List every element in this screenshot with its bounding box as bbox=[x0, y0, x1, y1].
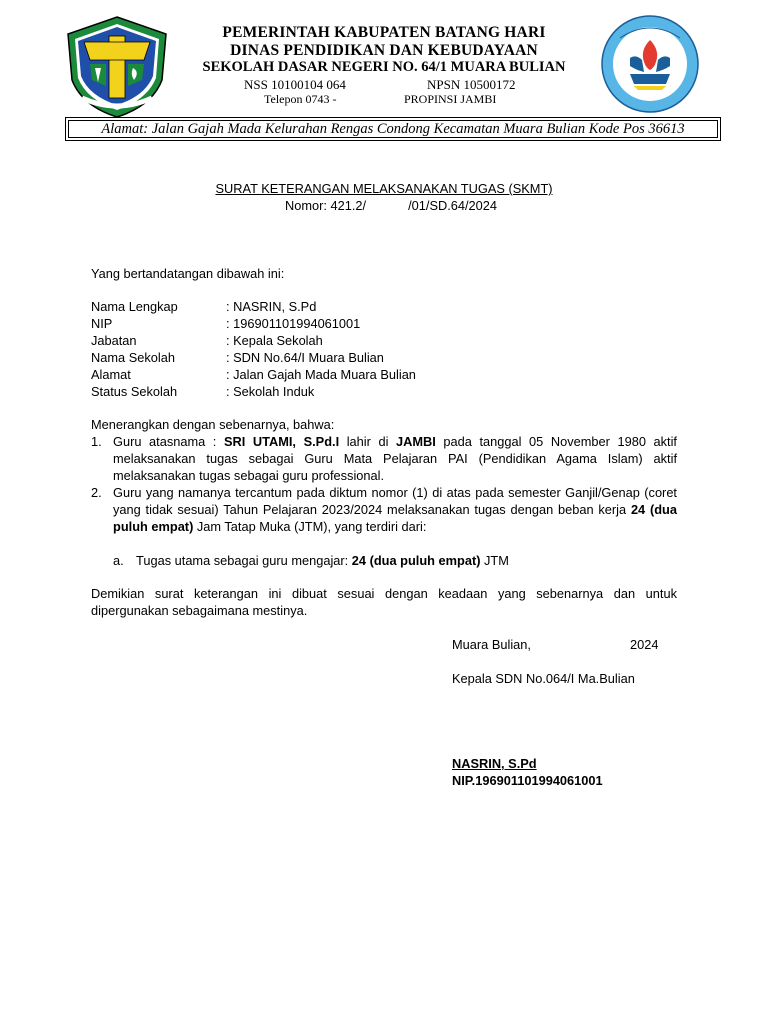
letterhead-department: DINAS PENDIDIKAN DAN KEBUDAYAAN bbox=[230, 42, 538, 59]
item2-text-a: Guru yang namanya tercantum pada diktum nomor (1) di atas pada semester Ganjil/Genap (coret yang tidak sesuai) Tahun Pelajaran 2023/2024 melaksanakan tugas dengan beban kerja bbox=[113, 485, 677, 517]
document-number-suffix: /01/SD.64/2024 bbox=[408, 198, 498, 213]
field-label-jabatan: Jabatan bbox=[91, 333, 137, 348]
sub-item-a bbox=[136, 552, 509, 569]
field-label-nip: NIP bbox=[91, 316, 113, 331]
signature-year: 2024 bbox=[630, 637, 659, 652]
item1-text-b: lahir di bbox=[339, 434, 397, 449]
field-label-sekolah: Nama Sekolah bbox=[91, 350, 175, 365]
item1-text-a: Guru atasnama : bbox=[113, 434, 224, 449]
letterhead-government: PEMERINTAH KABUPATEN BATANG HARI bbox=[222, 24, 546, 41]
field-value-sekolah: : SDN No.64/I Muara Bulian bbox=[226, 350, 384, 365]
signature-place: Muara Bulian, bbox=[452, 637, 531, 652]
statement-item-2 bbox=[113, 484, 677, 535]
teacher-name: SRI UTAMI, S.Pd.I bbox=[223, 434, 340, 449]
letterhead-nss: NSS 10100104 064 bbox=[244, 77, 346, 92]
workload-hours: 24 (dua puluh empat) bbox=[113, 502, 677, 534]
signature-role: Kepala SDN No.064/I Ma.Bulian bbox=[452, 671, 635, 686]
field-value-status: : Sekolah Induk bbox=[226, 384, 315, 399]
document-number-prefix: Nomor: 421.2/ bbox=[285, 198, 367, 213]
field-label-status: Status Sekolah bbox=[91, 384, 178, 399]
field-value-nama: : NASRIN, S.Pd bbox=[226, 299, 317, 314]
list-number-1: 1. bbox=[91, 434, 102, 449]
closing-statement: Demikian surat keterangan ini dibuat sesuai dengan keadaan yang sebenarnya dan untuk dipergunakan sebagaimana mestinya. bbox=[91, 586, 677, 618]
sub-item-a-unit: JTM bbox=[480, 553, 509, 568]
document-title: SURAT KETERANGAN MELAKSANAKAN TUGAS (SKMT) bbox=[215, 181, 553, 196]
sub-item-a-text: Tugas utama sebagai guru mengajar: bbox=[136, 553, 352, 568]
field-value-nip: : 196901101994061001 bbox=[226, 316, 361, 331]
item1-text-c: pada tanggal 05 November 1980 aktif melaksanakan tugas sebagai Guru Mata Pelajaran PAI (Pendidikan Agama Islam) aktif melaksanakan tugas sebagai guru professional. bbox=[113, 434, 677, 483]
field-value-jabatan: : Kepala Sekolah bbox=[226, 333, 323, 348]
statement-intro: Menerangkan dengan sebenarnya, bahwa: bbox=[91, 417, 335, 432]
field-value-alamat: : Jalan Gajah Mada Muara Bulian bbox=[226, 367, 416, 382]
field-label-alamat: Alamat bbox=[91, 367, 131, 382]
teaching-hours: 24 (dua puluh empat) bbox=[351, 553, 481, 568]
letterhead-province: PROPINSI JAMBI bbox=[404, 92, 497, 106]
signatory-name: NASRIN, S.Pd bbox=[452, 756, 537, 771]
signatory-nip: NIP.196901101994061001 bbox=[452, 773, 603, 788]
letterhead-phone: Telepon 0743 - bbox=[264, 92, 337, 106]
field-label-nama: Nama Lengkap bbox=[91, 299, 178, 314]
birth-city: JAMBI bbox=[396, 434, 436, 449]
document-number bbox=[285, 197, 497, 214]
sub-item-letter-a: a. bbox=[113, 553, 124, 568]
letterhead-npsn: NPSN 10500172 bbox=[427, 77, 516, 92]
opening-text: Yang bertandatangan dibawah ini: bbox=[91, 266, 285, 281]
letterhead-school: SEKOLAH DASAR NEGERI NO. 64/1 MUARA BULIAN bbox=[202, 59, 566, 75]
list-number-2: 2. bbox=[91, 485, 102, 500]
statement-item-1 bbox=[113, 433, 677, 484]
letterhead-address: Alamat: Jalan Gajah Mada Kelurahan Rengas Condong Kecamatan Muara Bulian Kode Pos 36613 bbox=[68, 120, 718, 138]
item2-text-b: Jam Tatap Muka (JTM), yang terdiri dari: bbox=[193, 519, 427, 534]
